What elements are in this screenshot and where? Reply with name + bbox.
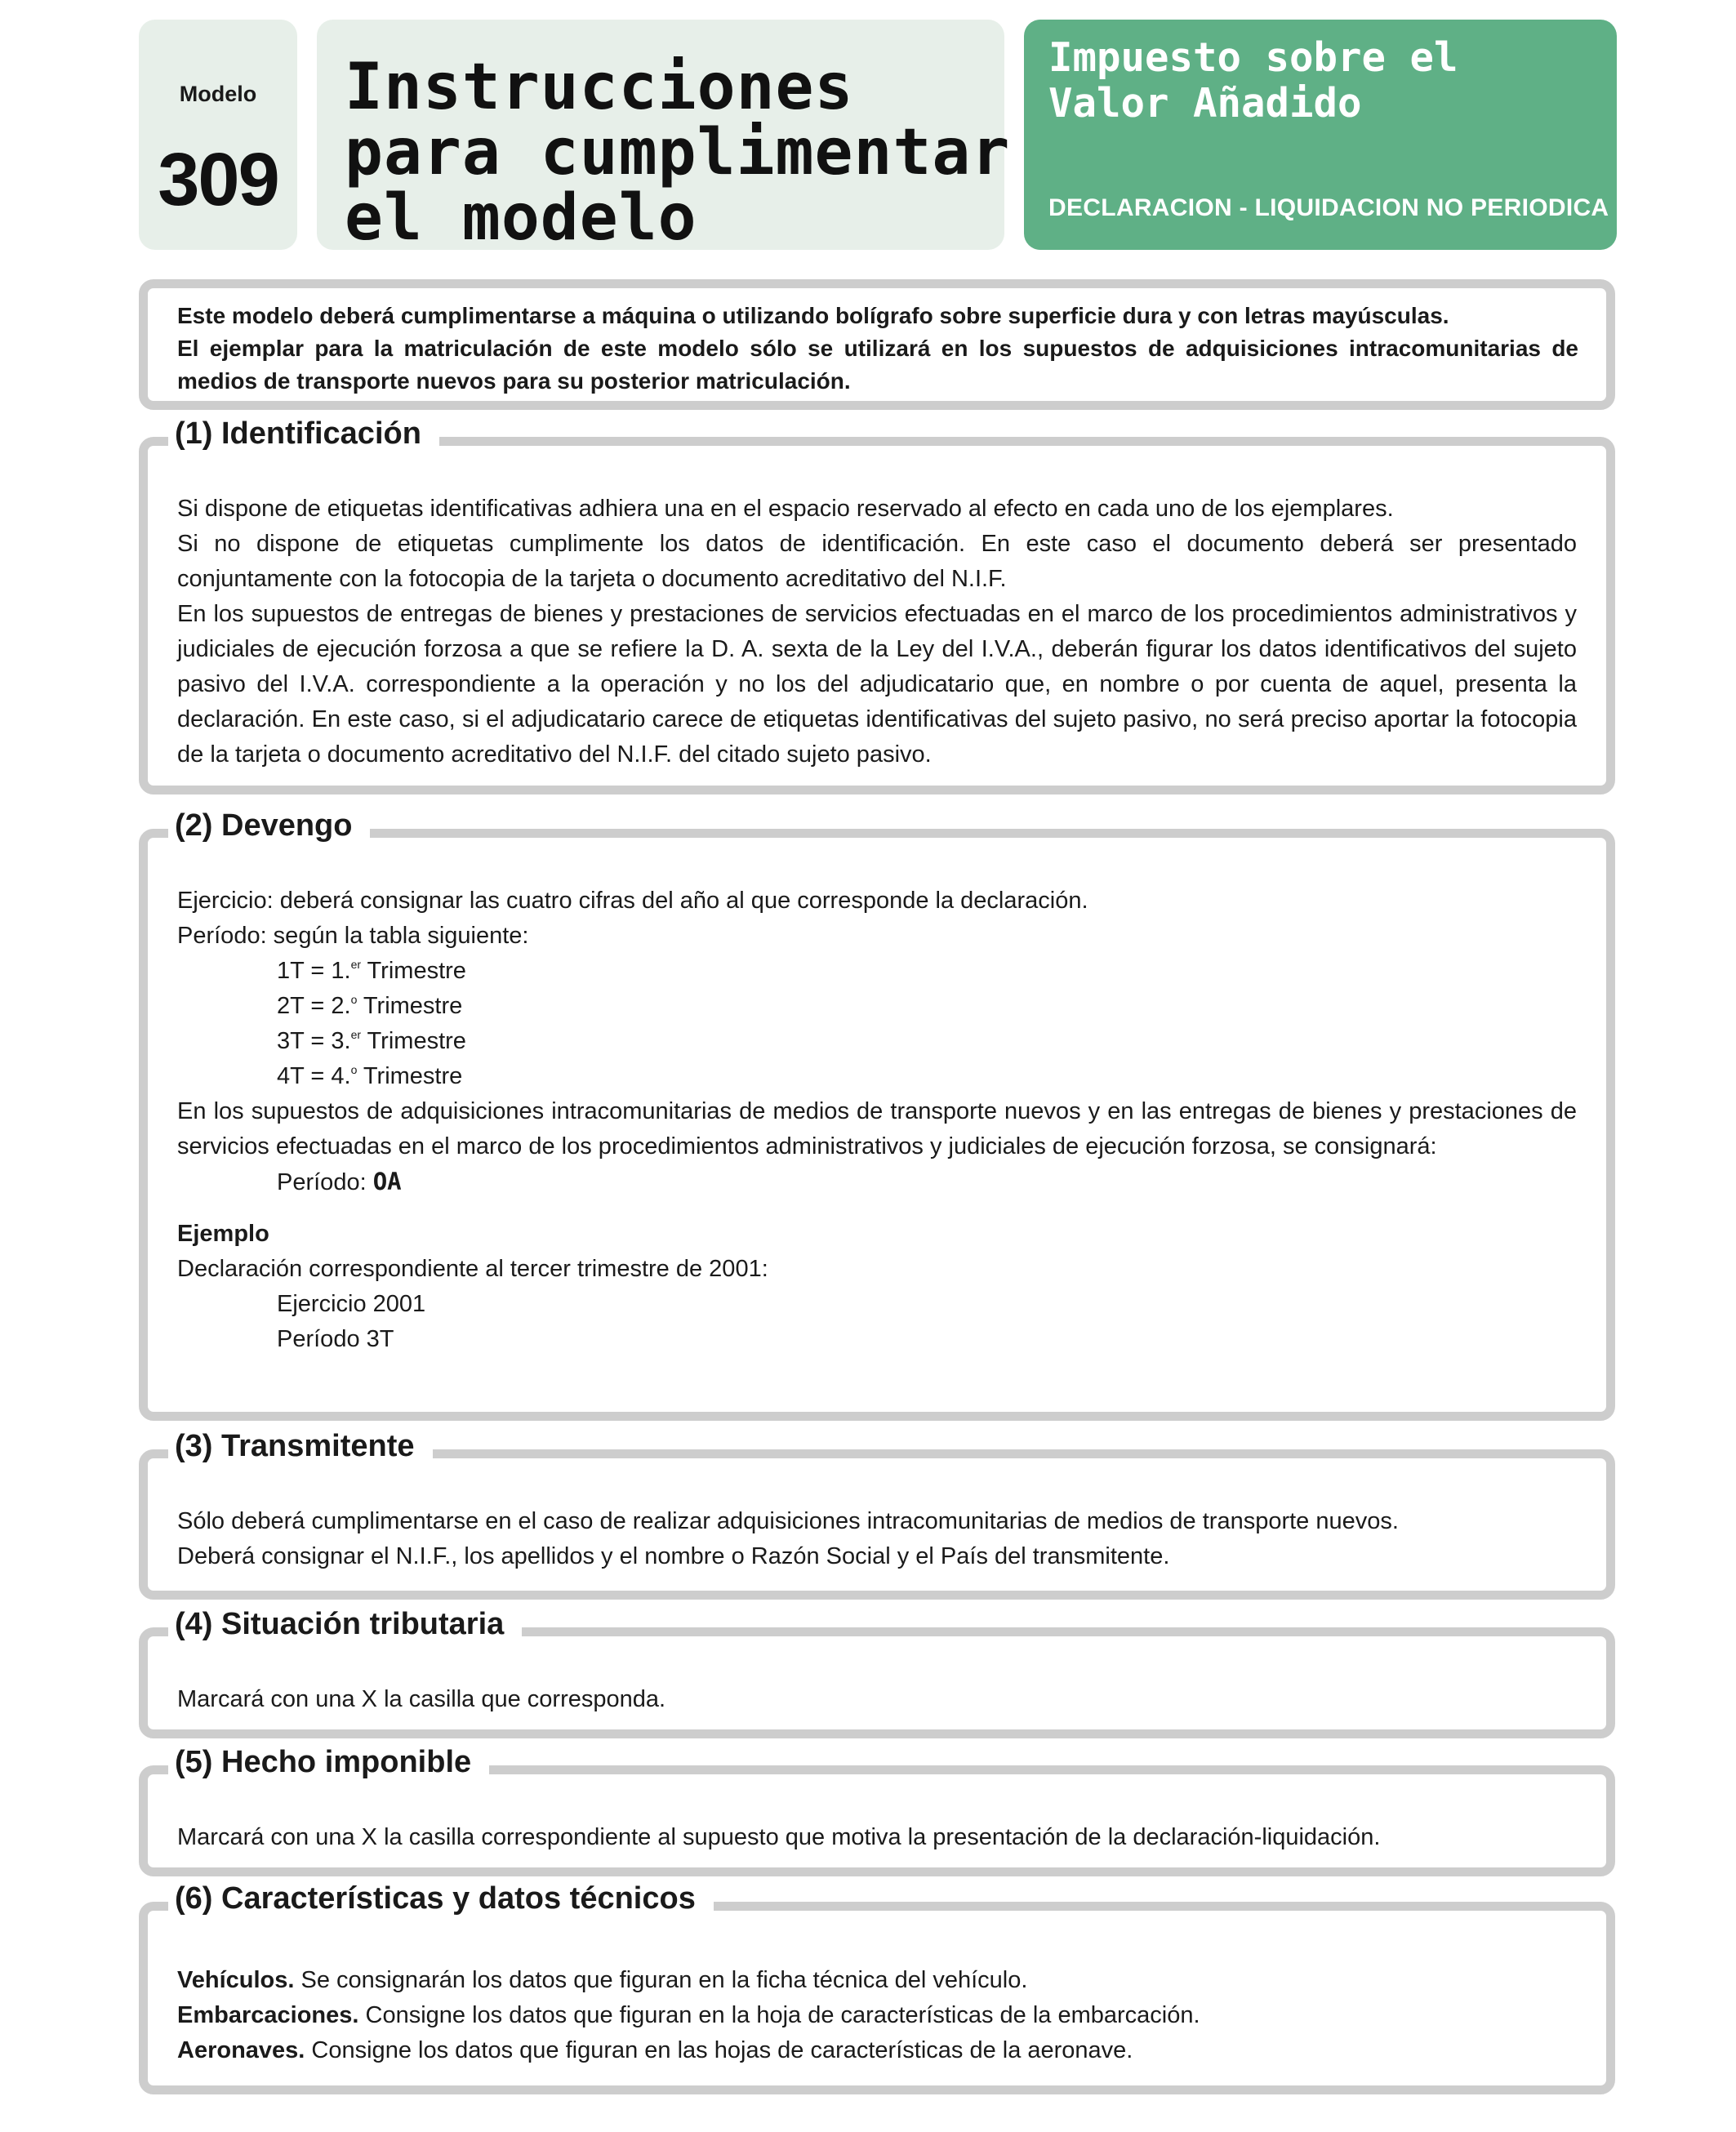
tax-title-line-1: Impuesto sobre el: [1048, 34, 1458, 81]
section-transmitente: [139, 1449, 1615, 1600]
modelo-panel: [139, 20, 297, 250]
tax-title-line-2: Valor Añadido: [1048, 80, 1362, 127]
period-row: 3T = 3.$^{er}$ Trimestre: [277, 1028, 466, 1054]
page-title-line-2: para cumplimentar: [345, 116, 1011, 189]
caracteristicas-item: Aeronaves. Consigne los datos que figuran en las hojas de características de la aeronave.: [177, 2037, 1133, 2063]
identificacion-paragraph: Si dispone de etiquetas identificativas adhiera una en el espacio reservado al efecto en cada uno de los ejemplares.: [177, 496, 1394, 522]
title-panel: [317, 20, 1011, 255]
section-title-identificacion: (1) Identificación: [168, 413, 439, 454]
page-title-line-3: el modelo: [345, 181, 697, 255]
devengo-supuestos: En los supuestos de adquisiciones intracomunitarias de medios de transporte nuevos y en las entregas de bienes y prestaciones de servicios efectuadas en el marco de los procedimientos administrativos y judiciales de ejecución forzosa, se consignará:: [177, 1098, 1577, 1159]
transmitente-line-2: Deberá consignar el N.I.F., los apellidos y el nombre o Razón Social y el País del transmitente.: [177, 1543, 1170, 1569]
tax-panel: [1024, 20, 1617, 250]
situacion-text: Marcará con una X la casilla que corresponda.: [177, 1686, 666, 1712]
period-row: 1T = 1.$^{er}$ Trimestre: [277, 958, 466, 984]
page-title-line-1: Instrucciones: [345, 51, 854, 124]
ejemplo-ejercicio: Ejercicio 2001: [277, 1291, 426, 1317]
periodo-oa: Período: OA: [277, 1168, 402, 1195]
devengo-periodo-intro: Período: según la tabla siguiente:: [177, 923, 529, 949]
section-title-hecho: (5) Hecho imponible: [168, 1742, 489, 1783]
section-title-transmitente: (3) Transmitente: [168, 1426, 433, 1467]
intro-box: [139, 279, 1615, 410]
section-caracteristicas: [139, 1902, 1615, 2094]
intro-line-1: Este modelo deberá cumplimentarse a máquina o utilizando bolígrafo sobre superficie dura y con letras mayúsculas.: [177, 303, 1449, 328]
modelo-label: Modelo: [179, 82, 257, 106]
identificacion-paragraph: Si no dispone de etiquetas cumplimente los datos de identificación. En este caso el documento deberá ser presentado conjuntamente con la fotocopia de la tarjeta o documento acreditativo del N.I.F.: [177, 531, 1577, 592]
section-title-caracteristicas: (6) Características y datos técnicos: [168, 1878, 714, 1919]
caracteristicas-item: Embarcaciones. Consigne los datos que figuran en la hoja de características de la embarcación.: [177, 2002, 1200, 2028]
ejemplo-title: Ejemplo: [177, 1221, 269, 1247]
period-row: 4T = 4.$^o$ Trimestre: [277, 1063, 463, 1089]
identificacion-paragraph: En los supuestos de entregas de bienes y prestaciones de servicios efectuadas en el marco de los procedimientos administrativos y judiciales de ejecución forzosa a que se refiere la D. A. sexta de la Ley del I.V.A., deberán figurar los datos identificativos del sujeto pasivo del I.V.A. correspondiente a la operación y no los del adjudicatario que, en nombre o por cuenta de aquel, presenta la declaración. En este caso, si el adjudicatario carece de etiquetas identificativas del sujeto pasivo, no será preciso aportar la fotocopia de la tarjeta o documento acreditativo del N.I.F. del citado sujeto pasivo.: [177, 601, 1577, 768]
section-identificacion: [139, 437, 1615, 794]
modelo-number: 309: [158, 138, 278, 221]
transmitente-line-1: Sólo deberá cumplimentarse en el caso de realizar adquisiciones intracomunitarias de medios de transporte nuevos.: [177, 1508, 1399, 1534]
period-row: 2T = 2.$^o$ Trimestre: [277, 993, 463, 1019]
section-devengo: [139, 829, 1615, 1421]
ejemplo-periodo: Período 3T: [277, 1326, 394, 1352]
ejemplo-text: Declaración correspondiente al tercer trimestre de 2001:: [177, 1256, 768, 1282]
tax-subtitle: DECLARACION - LIQUIDACION NO PERIODICA: [1048, 194, 1609, 221]
devengo-ejercicio: Ejercicio: deberá consignar las cuatro cifras del año al que corresponde la declaración.: [177, 888, 1088, 914]
intro-line-2: El ejemplar para la matriculación de este modelo sólo se utilizará en los supuestos de adquisiciones intracomunitarias de medios de transporte nuevos para su posterior matriculación.: [177, 336, 1578, 394]
section-title-devengo: (2) Devengo: [168, 805, 370, 846]
section-title-situacion: (4) Situación tributaria: [168, 1604, 522, 1645]
hecho-text: Marcará con una X la casilla correspondiente al supuesto que motiva la presentación de la declaración-liquidación.: [177, 1824, 1381, 1850]
caracteristicas-item: Vehículos. Se consignarán los datos que figuran en la ficha técnica del vehículo.: [177, 1967, 1028, 1993]
